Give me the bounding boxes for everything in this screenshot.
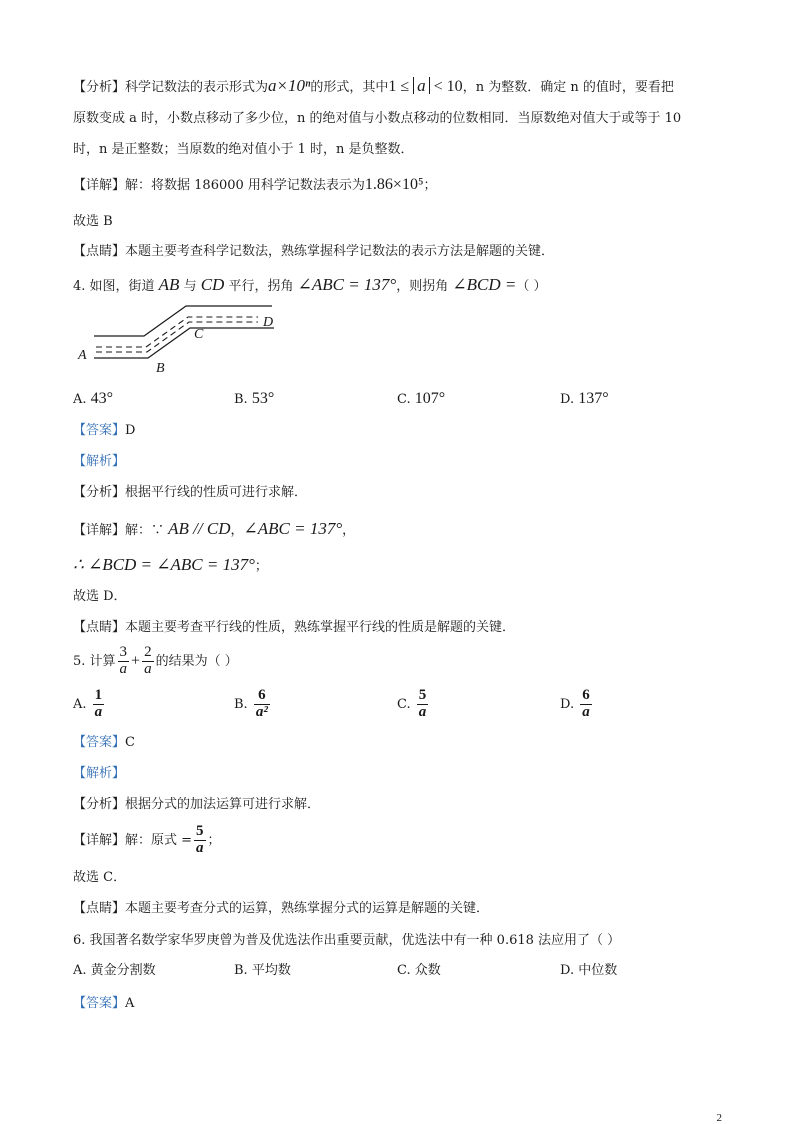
label-a: A bbox=[78, 348, 87, 363]
q4-option-a: A. 43° bbox=[73, 390, 114, 407]
sci-notation-formula: a×10ⁿ bbox=[268, 76, 311, 95]
q4-therefore: ∴ ∠BCD = ∠ABC = 137°； bbox=[73, 555, 268, 574]
q4-solution-tag: 【解析】 bbox=[73, 454, 126, 469]
street-center-dashed-1 bbox=[96, 317, 258, 347]
q5-stem: 5. 计算 $\frac{3}{a}$ + $\frac{2}{a}$ 的结果为（ ） bbox=[73, 644, 238, 677]
label-d: D bbox=[263, 315, 274, 330]
q5-option-c: C. $\frac{5}{a}$ bbox=[397, 687, 427, 720]
q4-stem: 4. 如图，街道 AB 与 CD 平行，拐角 ∠ABC = 137°，则拐角 ∠BCD =（ ） bbox=[73, 275, 547, 294]
q3-choice: 故选 B bbox=[73, 214, 113, 229]
q6-option-c: C. 众数 bbox=[397, 963, 441, 978]
answer-tag: 【答案】 bbox=[73, 423, 126, 438]
q3-analysis-line2: 原数变成 a 时，小数点移动了多少位，n 的绝对值与小数点移动的位数相同．当原数绝对值大于或等于 10 bbox=[73, 111, 682, 126]
q6-option-b: B. 平均数 bbox=[234, 963, 291, 978]
q5-option-a: A. $\frac{1}{a}$ bbox=[73, 687, 103, 720]
q5-answer: 【答案】C bbox=[73, 735, 135, 750]
q4-option-d: D. 137° bbox=[560, 390, 609, 407]
label-c: C bbox=[194, 327, 204, 342]
label-b: B bbox=[156, 361, 165, 376]
q5-detail: 【详解】解：原式 = $\frac{5}{a}$ ； bbox=[73, 823, 221, 856]
page-number: 2 bbox=[716, 1112, 722, 1124]
q5-remark: 【点睛】本题主要考查分式的运算，熟练掌握分式的运算是解题的关键． bbox=[73, 901, 490, 916]
q4-choice: 故选 D． bbox=[73, 589, 127, 604]
street-edge-lower bbox=[94, 328, 274, 358]
q3-remark: 【点睛】本题主要考查科学记数法，熟练掌握科学记数法的表示方法是解题的关键． bbox=[73, 244, 555, 259]
q5-option-b: B. $\frac{6}{\text{a²}}$ bbox=[234, 687, 268, 720]
q6-answer: 【答案】A bbox=[73, 996, 135, 1011]
q6-option-d: D. 中位数 bbox=[560, 963, 618, 978]
street-figure bbox=[76, 302, 286, 378]
q6-stem: 6. 我国著名数学家华罗庚曾为普及优选法作出重要贡献，优选法中有一种 0.618 法应用了（ ） bbox=[73, 933, 621, 948]
sci-result: 1.86×10⁵ bbox=[364, 176, 424, 193]
q4-option-b: B. 53° bbox=[234, 390, 275, 407]
q3-analysis-line1: 【分析】科学记数法的表示形式为a×10ⁿ的形式，其中1 ≤ a < 10，n 为整数．确定 n 的值时，要看把 bbox=[73, 76, 674, 95]
q4-remark: 【点睛】本题主要考查平行线的性质，熟练掌握平行线的性质是解题的关键． bbox=[73, 620, 516, 635]
q4-detail: 【详解】解：∵ AB // CD，∠ABC = 137°， bbox=[73, 519, 356, 538]
q3-analysis-line3: 时，n 是正整数；当原数的绝对值小于 1 时，n 是负整数． bbox=[73, 142, 414, 157]
abs-value-a: a bbox=[413, 77, 430, 94]
analysis-tag: 【分析】 bbox=[73, 80, 126, 95]
q5-solution-tag: 【解析】 bbox=[73, 766, 126, 781]
q6-option-a: A. 黄金分割数 bbox=[73, 963, 156, 978]
q5-option-d: D. $\frac{6}{a}$ bbox=[560, 687, 590, 720]
q5-choice: 故选 C． bbox=[73, 870, 127, 885]
q3-detail: 【详解】解：将数据 186000 用科学记数法表示为1.86×10⁵； bbox=[73, 176, 437, 193]
detail-tag: 【详解】 bbox=[73, 178, 126, 193]
q5-analysis: 【分析】根据分式的加法运算可进行求解． bbox=[73, 797, 321, 812]
q4-answer: 【答案】D bbox=[73, 423, 136, 438]
q4-analysis: 【分析】根据平行线的性质可进行求解． bbox=[73, 485, 308, 500]
q4-option-c: C. 107° bbox=[397, 390, 446, 407]
remark-tag: 【点睛】 bbox=[73, 244, 126, 259]
